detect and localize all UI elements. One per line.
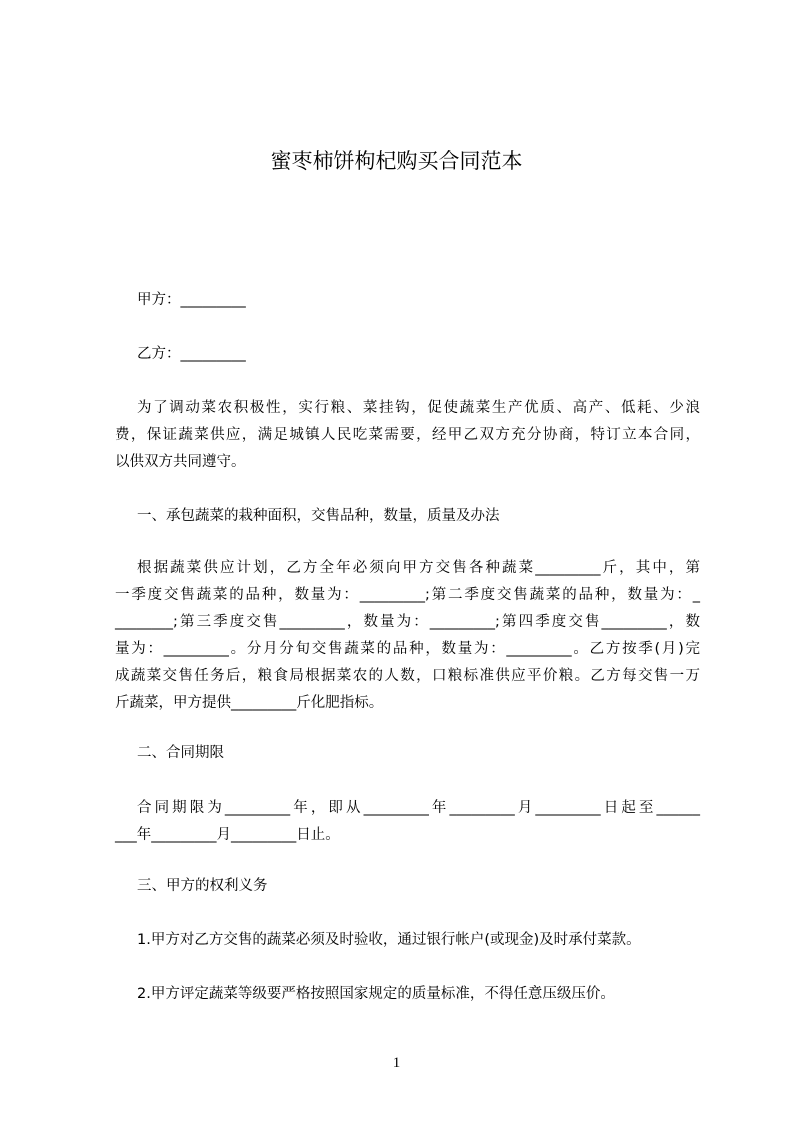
- section3-item: 2.甲方评定蔬菜等级要严格按照国家规定的质量标准，不得任意压级压价。: [137, 986, 615, 1002]
- section2-line: ___年_________月_________日止。: [115, 827, 340, 843]
- section1-line: 成蔬菜交售任务后，粮食局根据菜农的人数，口粮标准供应平价粮。乙方每交售一万: [115, 668, 700, 684]
- page-number: 1: [392, 1055, 401, 1071]
- section1-line: ________;第三季度交售_________，数量为：_________;第四季度交售_________，数: [115, 614, 700, 630]
- document-title: 蜜枣柿饼枸杞购买合同范本: [270, 149, 523, 173]
- section1-line: 根据蔬菜供应计划，乙方全年必须向甲方交售各种蔬菜_________斤，其中，第: [137, 560, 700, 576]
- section1-line: 量为：_________。分月分旬交售蔬菜的品种，数量为：_________。乙方按季(月)完: [115, 641, 700, 657]
- section3-heading: 三、甲方的权利义务: [137, 878, 268, 894]
- section1-line: 一季度交售蔬菜的品种，数量为：_________;第二季度交售蔬菜的品种，数量为：_: [115, 587, 700, 603]
- party-b-field: 乙方：_________: [137, 346, 246, 362]
- intro-line: 以供双方共同遵守。: [115, 454, 246, 470]
- section2-line: 合同期限为_________年，即从_________年_________月_________日起至______: [137, 800, 700, 816]
- intro-line: 为了调动菜农积极性，实行粮、菜挂钩，促使蔬菜生产优质、高产、低耗、少浪: [137, 400, 700, 416]
- intro-line: 费，保证蔬菜供应，满足城镇人民吃菜需要，经甲乙双方充分协商，特订立本合同，: [115, 427, 700, 443]
- party-a-field: 甲方：_________: [137, 292, 246, 308]
- section2-heading: 二、合同期限: [137, 745, 224, 761]
- section1-heading: 一、承包蔬菜的栽种面积，交售品种，数量，质量及办法: [137, 508, 500, 524]
- section3-item: 1.甲方对乙方交售的蔬菜必须及时验收，通过银行帐户(或现金)及时承付菜款。: [137, 932, 641, 948]
- section1-line: 斤蔬菜，甲方提供_________斤化肥指标。: [115, 695, 384, 711]
